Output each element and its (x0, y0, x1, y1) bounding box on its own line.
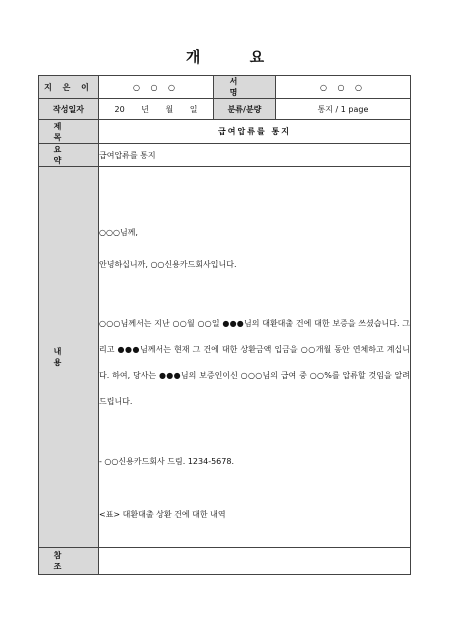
content-greeting: ○○○님께, (99, 227, 138, 237)
reference-value (99, 548, 411, 575)
content-row (39, 167, 411, 548)
date-label: 작성일자 (39, 99, 99, 120)
summary-form-table (38, 75, 411, 575)
author-label: 지 은 이 (39, 76, 99, 99)
author-row (39, 76, 411, 99)
signer-value: ○ ○ ○ (276, 76, 411, 99)
reference-row (39, 548, 411, 575)
content-body (99, 167, 411, 548)
category-value: 통지 / 1 page (276, 99, 411, 120)
content-signature: - ○○신용카드회사 드림. 1234-5678. (99, 456, 234, 466)
category-label: 분류/분량 (214, 99, 276, 120)
subject-label: 제 목 (39, 120, 99, 144)
summary-label: 요 약 (39, 144, 99, 167)
date-row (39, 99, 411, 120)
summary-value: 급여압류를 통지 (99, 144, 411, 167)
content-label: 내 용 (39, 167, 99, 548)
subject-row (39, 120, 411, 144)
subject-value: 급여압류를 통지 (99, 120, 411, 144)
summary-row (39, 144, 411, 167)
reference-label: 참 조 (39, 548, 99, 575)
signer-label: 서 명 (214, 76, 276, 99)
content-attachment: <표> 대환대출 상환 건에 대한 내역 (99, 509, 226, 519)
date-value: 20 년 월 일 (99, 99, 214, 120)
content-body-paragraph: ○○○님께서는 지난 ○○월 ○○일 ●●●님의 대환대출 건에 대한 보증을 쓰셨습니다. 그리고 ●●●님께서는 현재 그 건에 대한 상환금액 입금을 ○○개월 동안 연체하고 계십니다. 하여, 당사는 ●●●님의 보증인이신 ○○○님의 급여 중 ○○%를 압류할 것임을 알려드립니다. (99, 318, 410, 406)
author-value: ○ ○ ○ (99, 76, 214, 99)
document-title: 개 요 (185, 48, 287, 66)
content-intro: 안녕하십니까, ○○신용카드회사입니다. (99, 259, 237, 269)
